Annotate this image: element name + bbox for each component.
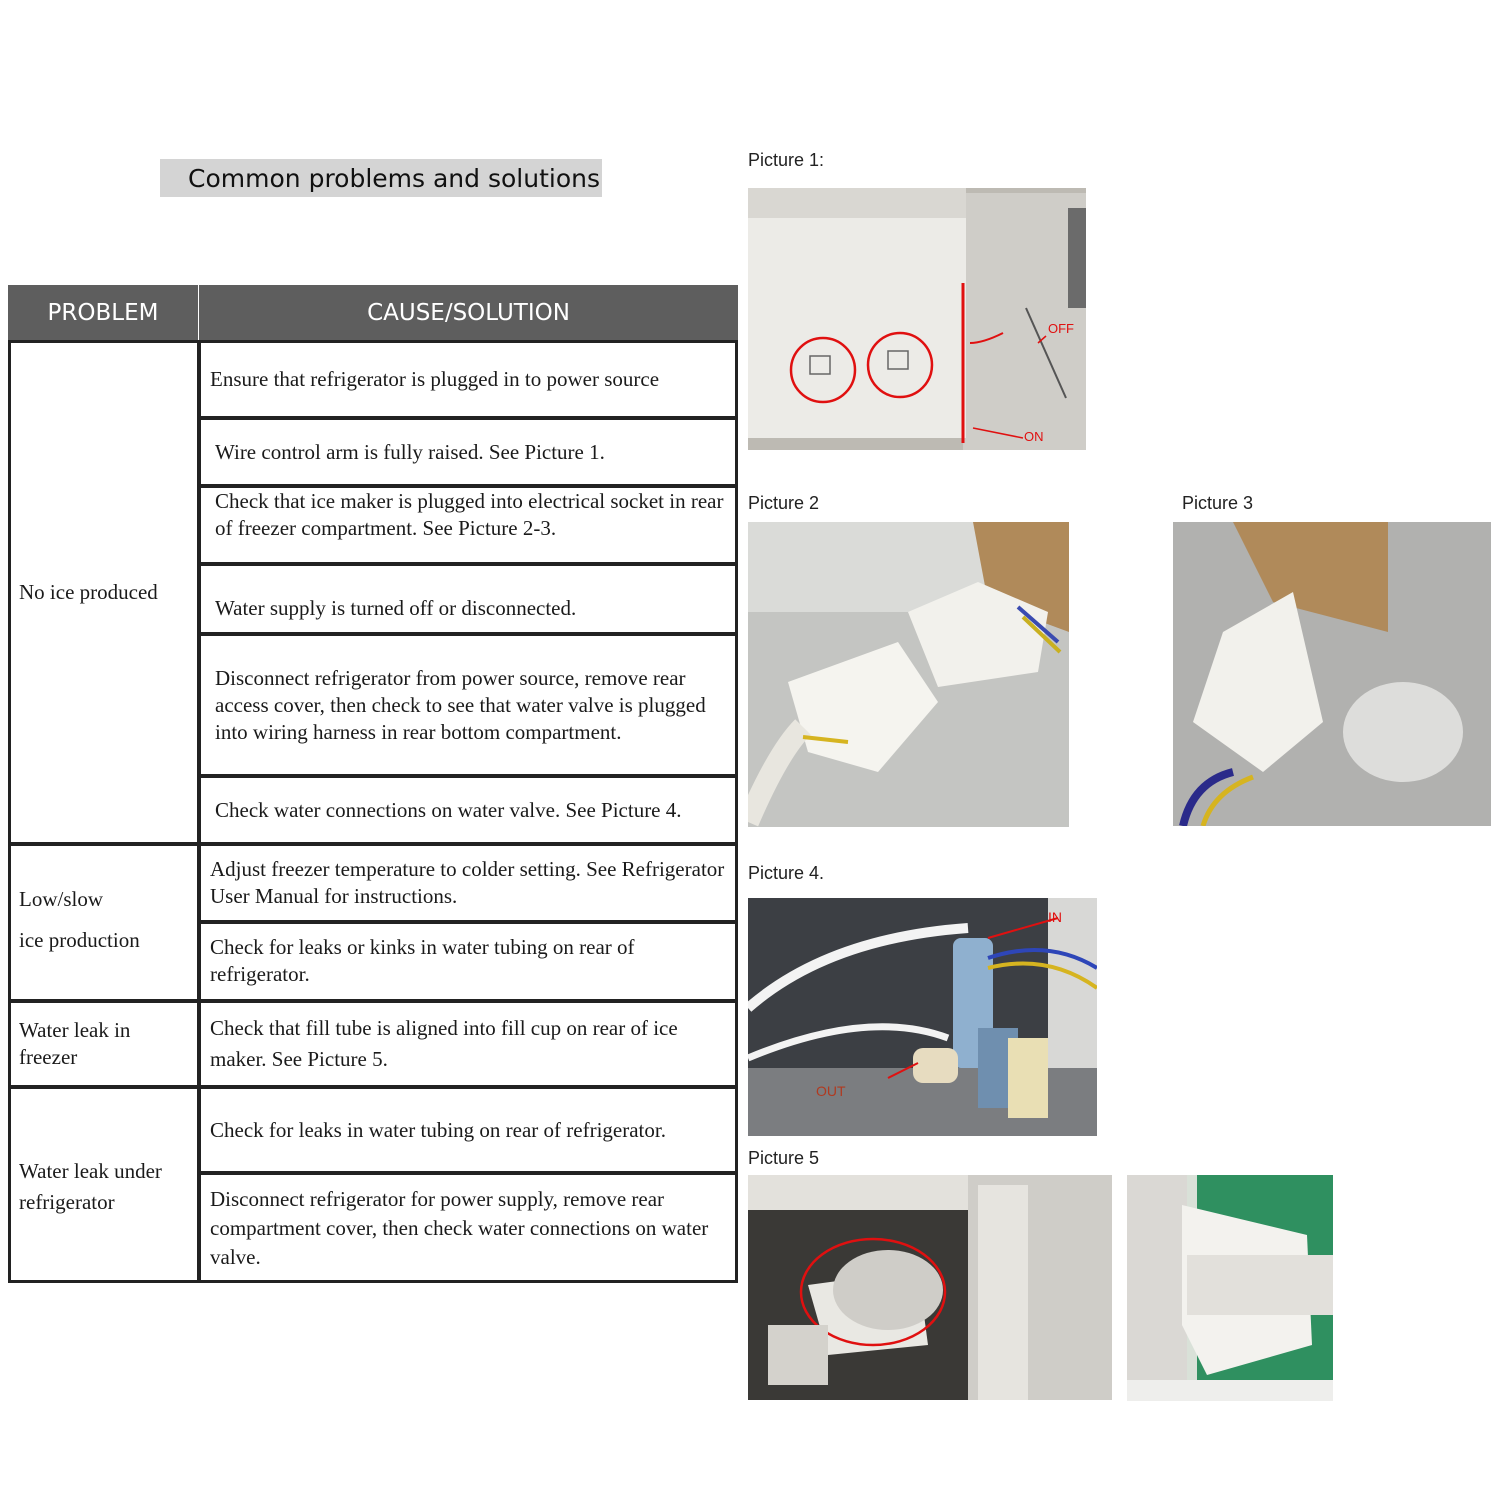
- header-problem: PROBLEM: [8, 285, 198, 340]
- solution-cell: [198, 775, 738, 845]
- problem-cell-no-ice: [8, 340, 200, 845]
- picture-3-photo: [1173, 522, 1491, 826]
- picture-2-label: Picture 2: [748, 493, 820, 513]
- solution-cell: [198, 633, 738, 777]
- off-annotation: OFF: [1048, 321, 1074, 336]
- solution-cell: [198, 1172, 738, 1283]
- solution-cell: [198, 340, 738, 419]
- problem-label: Water leak in: [19, 1018, 131, 1042]
- solution-text: Disconnect refrigerator for power supply, remove rear compartment cover, then check water connections on water valve.: [210, 1187, 709, 1269]
- picture-4-photo: [748, 898, 1097, 1136]
- header-cause-solution: CAUSE/SOLUTION: [199, 285, 738, 340]
- problem-label: freezer: [19, 1045, 78, 1069]
- solution-cell: [198, 1000, 738, 1088]
- problem-label: No ice produced: [19, 580, 158, 604]
- picture-5-photo-left: [748, 1175, 1112, 1400]
- in-annotation: IN: [1048, 909, 1062, 925]
- solution-text: Check that ice maker is plugged into electrical socket in rear of freezer compartment. See Picture 2-3.: [215, 489, 724, 540]
- solution-text: Ensure that refrigerator is plugged in to power source: [210, 367, 660, 391]
- out-annotation: OUT: [816, 1083, 846, 1099]
- page-title-text: Common problems and solutions: [188, 163, 600, 193]
- problem-label: ice production: [19, 928, 140, 952]
- picture-3-label: Picture 3: [1182, 493, 1254, 513]
- page-title: [160, 159, 602, 197]
- problem-cell-low-slow: [8, 843, 200, 1002]
- solution-cell: [198, 485, 738, 565]
- problem-label: refrigerator: [19, 1190, 115, 1214]
- picture-1-label: Picture 1:: [748, 150, 825, 170]
- solution-cell: [198, 921, 738, 1002]
- picture-5-photo-right: [1127, 1175, 1333, 1401]
- on-annotation: ON: [1024, 429, 1044, 444]
- picture-4-label: Picture 4.: [748, 863, 825, 883]
- solution-text: Water supply is turned off or disconnected.: [215, 596, 577, 620]
- picture-5-label: Picture 5: [748, 1148, 820, 1168]
- solution-cell: [198, 417, 738, 487]
- solution-text: Check for leaks or kinks in water tubing on rear of refrigerator.: [210, 935, 635, 986]
- solution-cell: [198, 843, 738, 923]
- solution-text: Check that fill tube is aligned into fill cup on rear of ice maker. See Picture 5.: [210, 1016, 678, 1071]
- picture-2-photo: [748, 522, 1069, 827]
- problem-label: Low/slow: [19, 887, 103, 911]
- solution-text: Adjust freezer temperature to colder setting. See Refrigerator User Manual for instructions.: [210, 857, 725, 908]
- solution-text: Wire control arm is fully raised. See Picture 1.: [215, 439, 605, 464]
- problem-cell-leak-freezer: [8, 1000, 200, 1088]
- solution-text: Check for leaks in water tubing on rear of refrigerator.: [210, 1117, 666, 1142]
- solution-cell: [198, 563, 738, 635]
- problem-cell-leak-under: [8, 1086, 200, 1283]
- problem-label: Water leak under: [19, 1159, 162, 1183]
- solution-text: Check water connections on water valve. See Picture 4.: [215, 797, 682, 822]
- picture-1-photo: [748, 188, 1086, 450]
- solution-text: Disconnect refrigerator from power source, remove rear access cover, then check to see that water valve is plugged into wiring harness in rear bottom compartment.: [215, 665, 706, 744]
- solution-cell: [198, 1086, 738, 1174]
